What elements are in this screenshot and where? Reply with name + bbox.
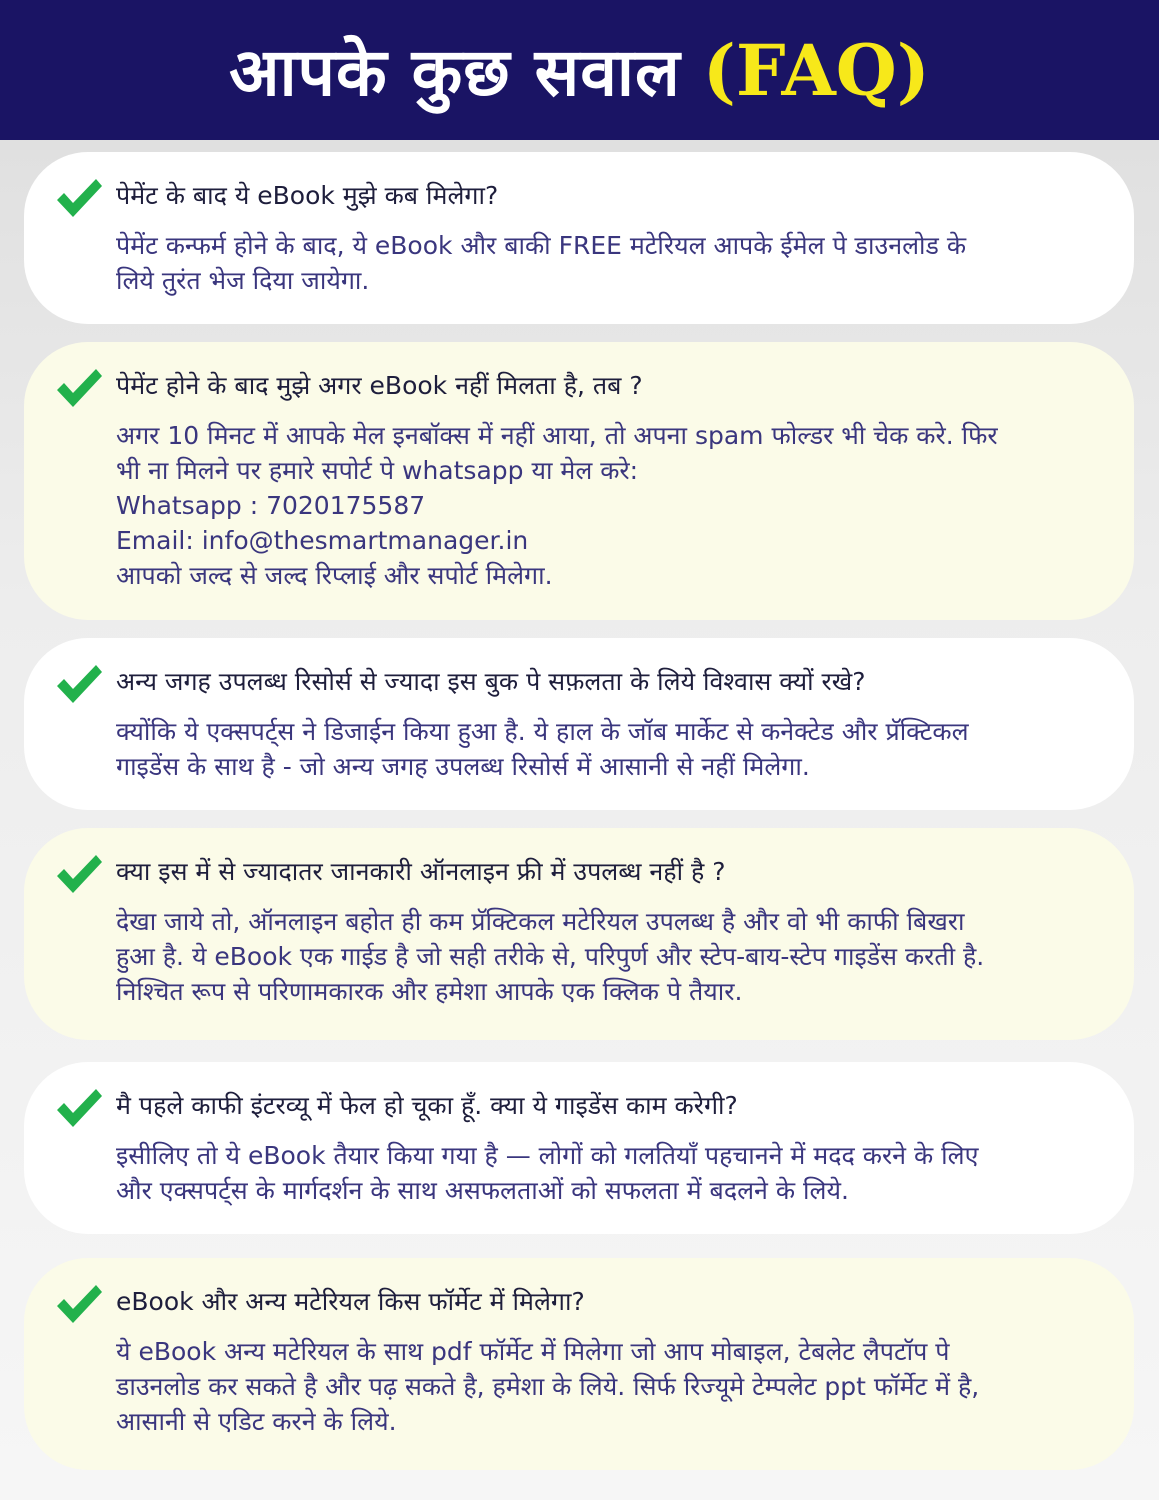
- answer-line: हुआ है. ये eBook एक गाईड है जो सही तरीके से, परिपुर्ण और स्टेप-बाय-स्टेप गाइडेंस करती है.: [116, 942, 985, 971]
- faq-card: [24, 638, 1134, 810]
- faq-card: [24, 1258, 1134, 1470]
- page-title: आपके कुछ सवाल: [229, 34, 681, 111]
- answer-line: अगर 10 मिनट में आपके मेल इनबॉक्स में नहीं आया, तो अपना spam फोल्डर भी चेक करे. फिर: [116, 421, 998, 450]
- checkmark-icon: [54, 366, 104, 410]
- faq-label: (FAQ): [702, 28, 930, 112]
- checkmark-icon: [54, 852, 104, 896]
- answer-line: इसीलिए तो ये eBook तैयार किया गया है — लोगों को गलतियाँ पहचानने में मदद करने के लिए: [116, 1141, 979, 1170]
- whatsapp-contact: Whatsapp : 7020175587: [116, 491, 426, 520]
- faq-answer: [116, 714, 1064, 784]
- faq-answer: [116, 1138, 1064, 1208]
- faq-answer: [116, 228, 1064, 298]
- page-header: [0, 0, 1159, 140]
- faq-question: eBook और अन्य मटेरियल किस फॉर्मेट में मिलेगा?: [116, 1287, 585, 1316]
- faq-question: मै पहले काफी इंटरव्यू में फेल हो चूका हूँ. क्या ये गाइडेंस काम करेगी?: [116, 1091, 738, 1120]
- faq-answer: [116, 418, 1064, 593]
- faq-answer: [116, 1334, 1064, 1439]
- answer-line: और एक्सपर्ट्स के मार्गदर्शन के साथ असफलताओं को सफलता में बदलने के लिये.: [116, 1176, 849, 1205]
- faq-card: [24, 152, 1134, 324]
- answer-line: ये eBook अन्य मटेरियल के साथ pdf फॉर्मेट में मिलेगा जो आप मोबाइल, टेबलेट लैपटॉप पे: [116, 1337, 950, 1366]
- checkmark-icon: [54, 176, 104, 220]
- email-contact: Email: info@thesmartmanager.in: [116, 526, 529, 555]
- faq-question: पेमेंट होने के बाद मुझे अगर eBook नहीं मिलता है, तब ?: [116, 371, 643, 400]
- answer-line: आपको जल्द से जल्द रिप्लाई और सपोर्ट मिलेगा.: [116, 561, 553, 590]
- answer-line: निश्चित रूप से परिणामकारक और हमेशा आपके एक क्लिक पे तैयार.: [116, 977, 743, 1006]
- faq-question: पेमेंट के बाद ये eBook मुझे कब मिलेगा?: [116, 181, 499, 210]
- answer-line: क्योंकि ये एक्सपर्ट्स ने डिजाईन किया हुआ है. ये हाल के जॉब मार्केट से कनेक्टेड और प्रॅक्टिकल: [116, 717, 969, 746]
- answer-line: भी ना मिलने पर हमारे सपोर्ट पे whatsapp या मेल करे:: [116, 456, 639, 485]
- faq-question: अन्य जगह उपलब्ध रिसोर्स से ज्यादा इस बुक पे सफ़लता के लिये विश्वास क्यों रखे?: [116, 667, 866, 696]
- answer-line: आसानी से एडिट करने के लिये.: [116, 1407, 397, 1436]
- answer-line: डाउनलोड कर सकते है और पढ़ सकते है, हमेशा के लिये. सिर्फ रिज्यूमे टेम्पलेट ppt फॉर्मेट में है,: [116, 1372, 980, 1401]
- answer-line: गाइडेंस के साथ है - जो अन्य जगह उपलब्ध रिसोर्स में आसानी से नहीं मिलेगा.: [116, 752, 810, 781]
- checkmark-icon: [54, 1282, 104, 1326]
- checkmark-icon: [54, 662, 104, 706]
- checkmark-icon: [54, 1086, 104, 1130]
- faq-card: [24, 828, 1134, 1040]
- faq-card: [24, 1062, 1134, 1234]
- faq-card: [24, 342, 1134, 620]
- answer-line: देखा जाये तो, ऑनलाइन बहोत ही कम प्रॅक्टिकल मटेरियल उपलब्ध है और वो भी काफी बिखरा: [116, 907, 965, 936]
- answer-line: पेमेंट कन्फर्म होने के बाद, ये eBook और बाकी FREE मटेरियल आपके ईमेल पे डाउनलोड के: [116, 231, 967, 260]
- faq-question: क्या इस में से ज्यादातर जानकारी ऑनलाइन फ्री में उपलब्ध नहीं है ?: [116, 857, 726, 886]
- faq-answer: [116, 904, 1064, 1009]
- answer-line: लिये तुरंत भेज दिया जायेगा.: [116, 266, 370, 295]
